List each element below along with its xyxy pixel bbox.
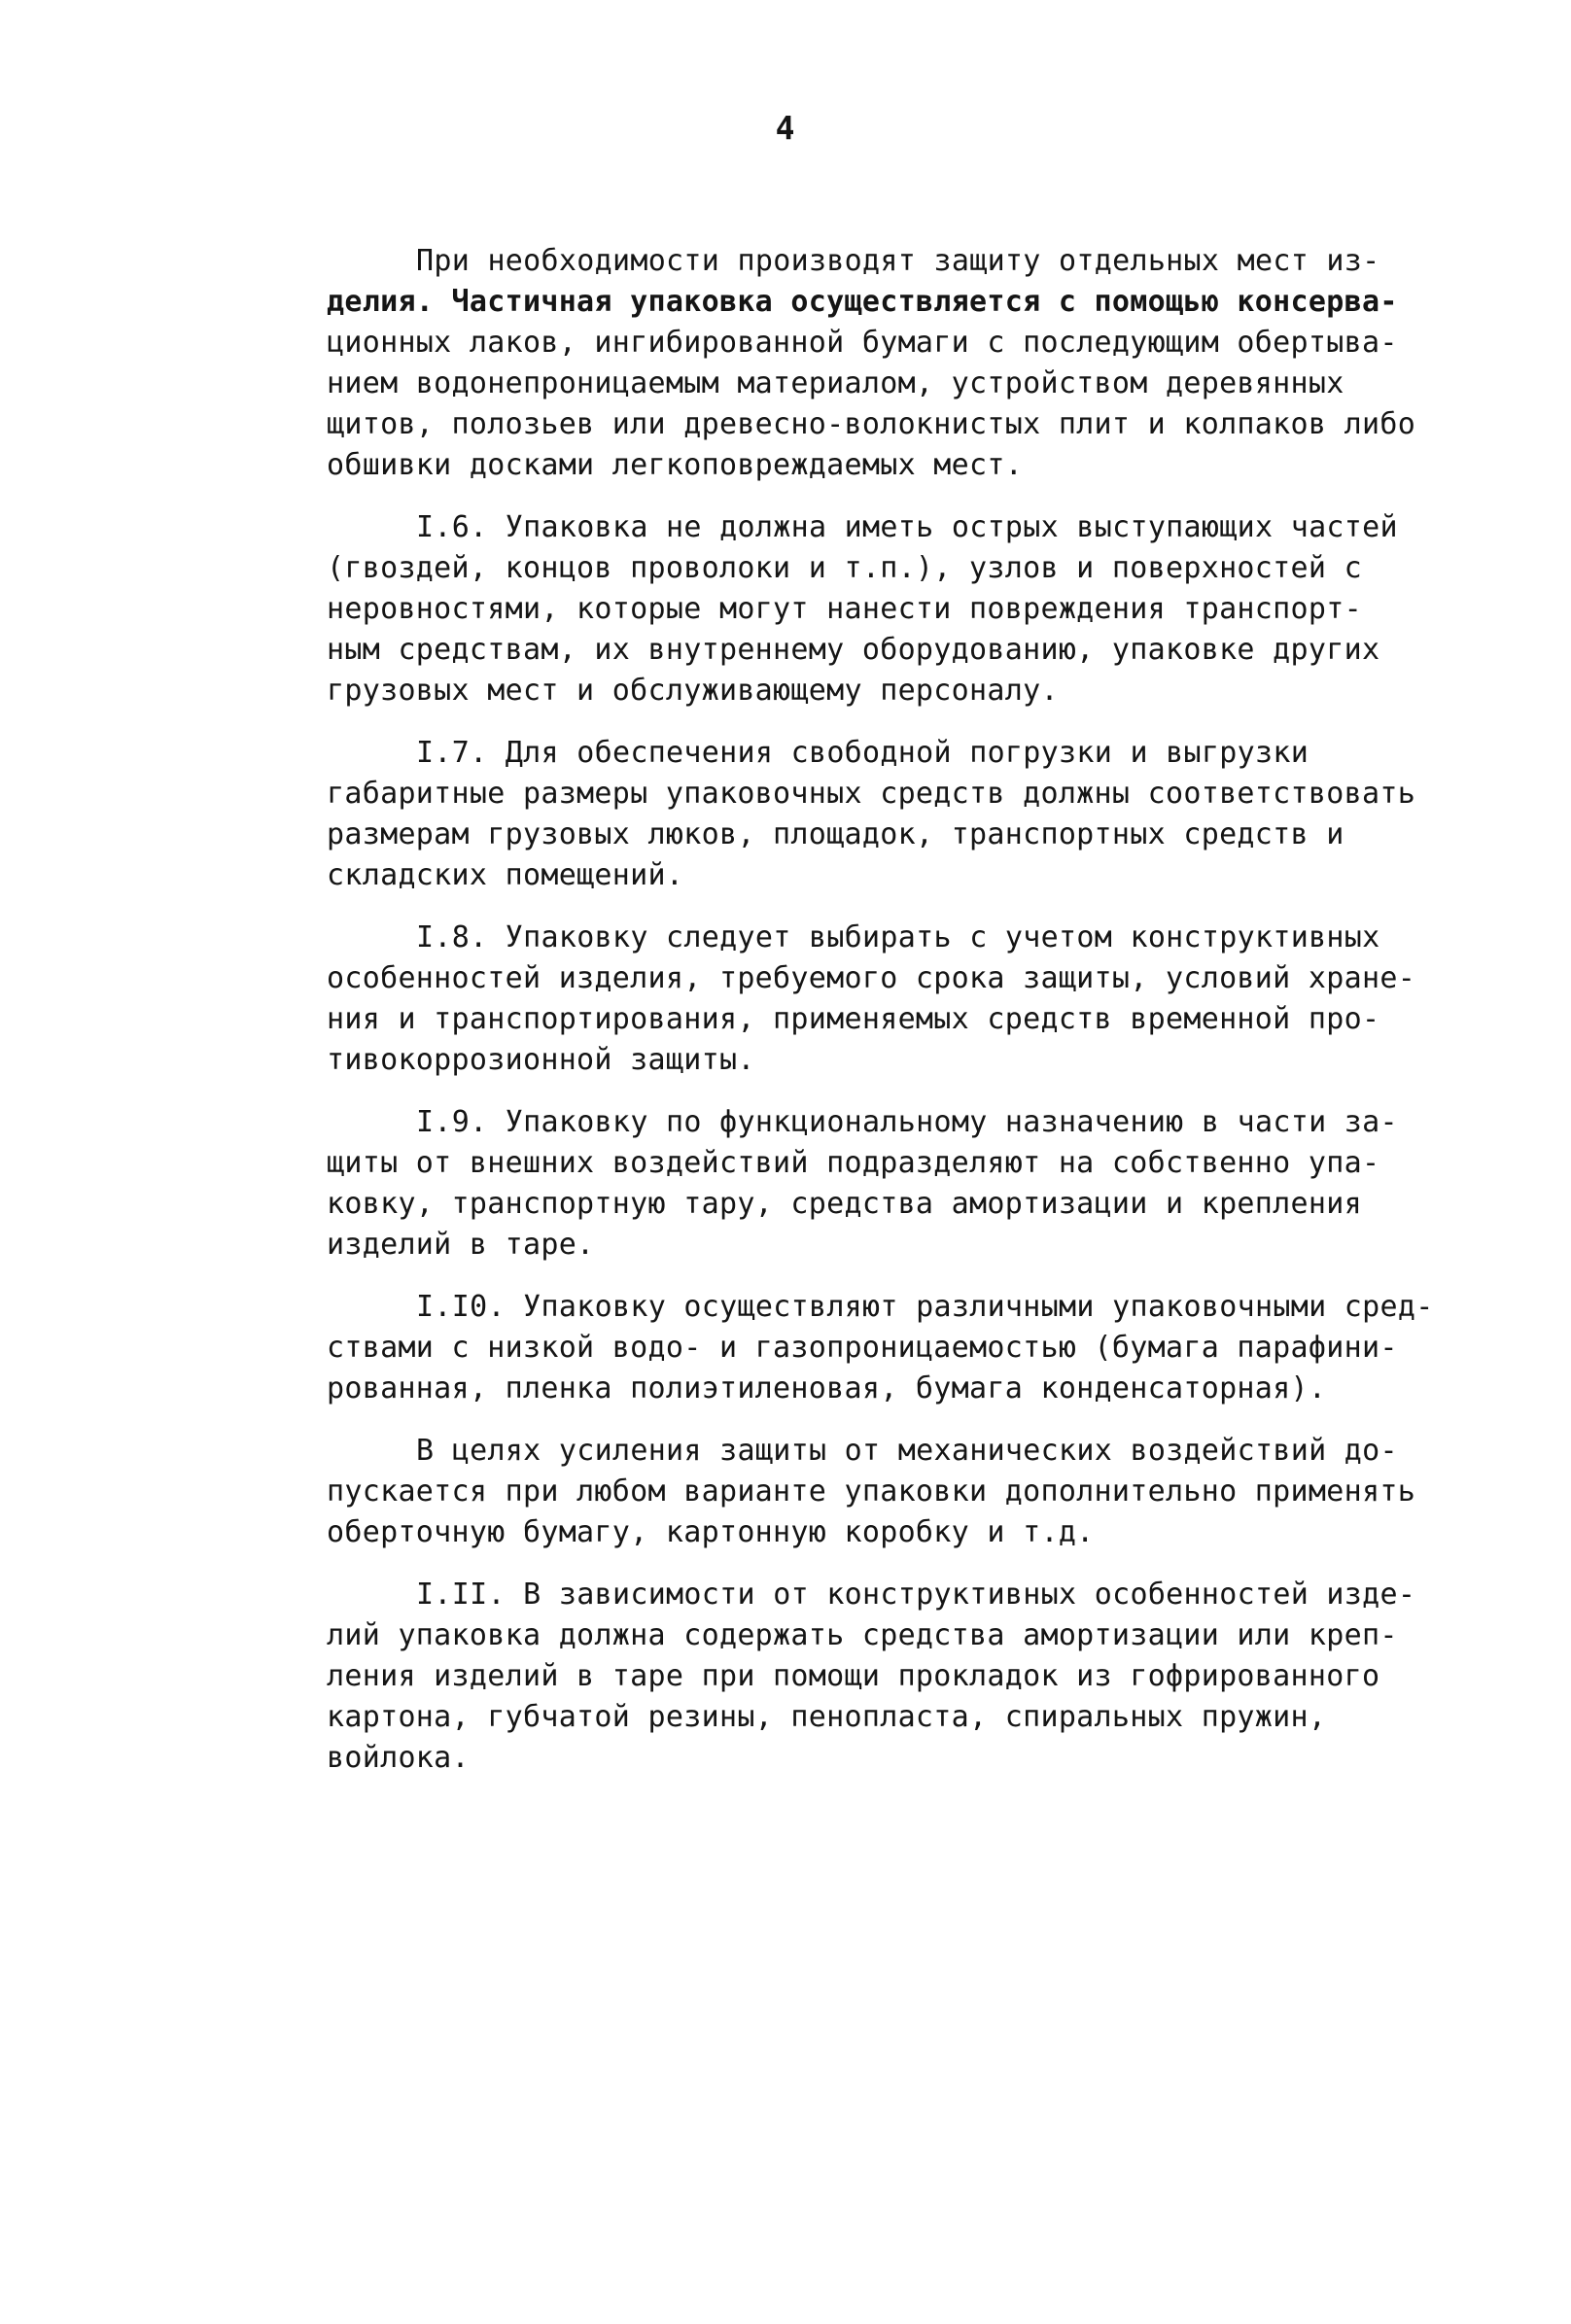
text-line: пускается при любом варианте упаковки дополнительно применять xyxy=(327,1474,1416,1509)
text-line: неровностями, которые могут нанести повреждения транспорт- xyxy=(327,592,1362,626)
paragraph-1-9 xyxy=(327,1102,1415,1266)
text-line: размерам грузовых люков, площадок, транспортных средств и xyxy=(327,817,1344,851)
text-line: складских помещений. xyxy=(327,858,684,892)
text-line: нием водонепроницаемым материалом, устройством деревянных xyxy=(327,366,1344,400)
text-line: рованная, пленка полиэтиленовая, бумага конденсаторная). xyxy=(327,1371,1327,1405)
text-line: При необходимости производят защиту отдельных мест из- xyxy=(416,244,1380,278)
page-number: 4 xyxy=(775,109,796,147)
text-line: I.II. В зависимости от конструктивных особенностей изде- xyxy=(416,1578,1416,1612)
paragraph-intro xyxy=(327,241,1415,486)
text-line: I.8. Упаковку следует выбирать с учетом конструктивных xyxy=(416,920,1380,954)
text-line: габаритные размеры упаковочных средств должны соответствовать xyxy=(327,777,1416,811)
text-line: делия. Частичная упаковка осуществляется с помощью консерва- xyxy=(327,285,1398,319)
text-line: I.9. Упаковку по функциональному назначению в части за- xyxy=(416,1105,1398,1139)
text-line: ления изделий в таре при помощи прокладок из гофрированного xyxy=(327,1659,1380,1693)
text-line: I.7. Для обеспечения свободной погрузки и выгрузки xyxy=(416,736,1309,770)
text-line: (гвоздей, концов проволоки и т.п.), узлов и поверхностей с xyxy=(327,551,1362,585)
text-line: В целях усиления защиты от механических воздействий до- xyxy=(416,1434,1398,1468)
paragraph-mechanical-protection xyxy=(327,1431,1415,1553)
text-line: лий упаковка должна содержать средства амортизации или креп- xyxy=(327,1618,1398,1652)
paragraph-1-11 xyxy=(327,1575,1415,1779)
text-line: I.I0. Упаковку осуществляют различными упаковочными сред- xyxy=(416,1290,1434,1324)
body-text xyxy=(327,241,1434,1800)
paragraph-1-8 xyxy=(327,918,1415,1081)
text-line: ным средствам, их внутреннему оборудованию, упаковке других xyxy=(327,633,1380,667)
text-line: войлока. xyxy=(327,1741,470,1775)
text-line: ковку, транспортную тару, средства амортизации и крепления xyxy=(327,1187,1362,1221)
text-line: щиты от внешних воздействий подразделяют на собственно упа- xyxy=(327,1146,1380,1180)
paragraph-1-10 xyxy=(327,1287,1434,1409)
text-line: щитов, полозьев или древесно-волокнистых плит и колпаков либо xyxy=(327,407,1416,441)
text-line: особенностей изделия, требуемого срока защиты, условий хране- xyxy=(327,961,1416,995)
paragraph-1-6 xyxy=(327,507,1415,711)
text-line: обшивки досками легкоповреждаемых мест. xyxy=(327,448,1024,482)
text-line: изделий в таре. xyxy=(327,1228,595,1262)
text-line: картона, губчатой резины, пенопласта, спиральных пружин, xyxy=(327,1700,1327,1734)
text-line: ствами с низкой водо- и газопроницаемостью (бумага парафини- xyxy=(327,1331,1398,1365)
text-line: тивокоррозионной защиты. xyxy=(327,1043,755,1077)
text-line: грузовых мест и обслуживающему персоналу. xyxy=(327,674,1059,708)
text-line: I.6. Упаковка не должна иметь острых выступающих частей xyxy=(416,510,1398,544)
text-line: ционных лаков, ингибированной бумаги с последующим обертыва- xyxy=(327,326,1398,360)
text-line: оберточную бумагу, картонную коробку и т.д. xyxy=(327,1515,1095,1549)
text-line: ния и транспортирования, применяемых средств временной про- xyxy=(327,1002,1380,1036)
paragraph-1-7 xyxy=(327,733,1415,896)
